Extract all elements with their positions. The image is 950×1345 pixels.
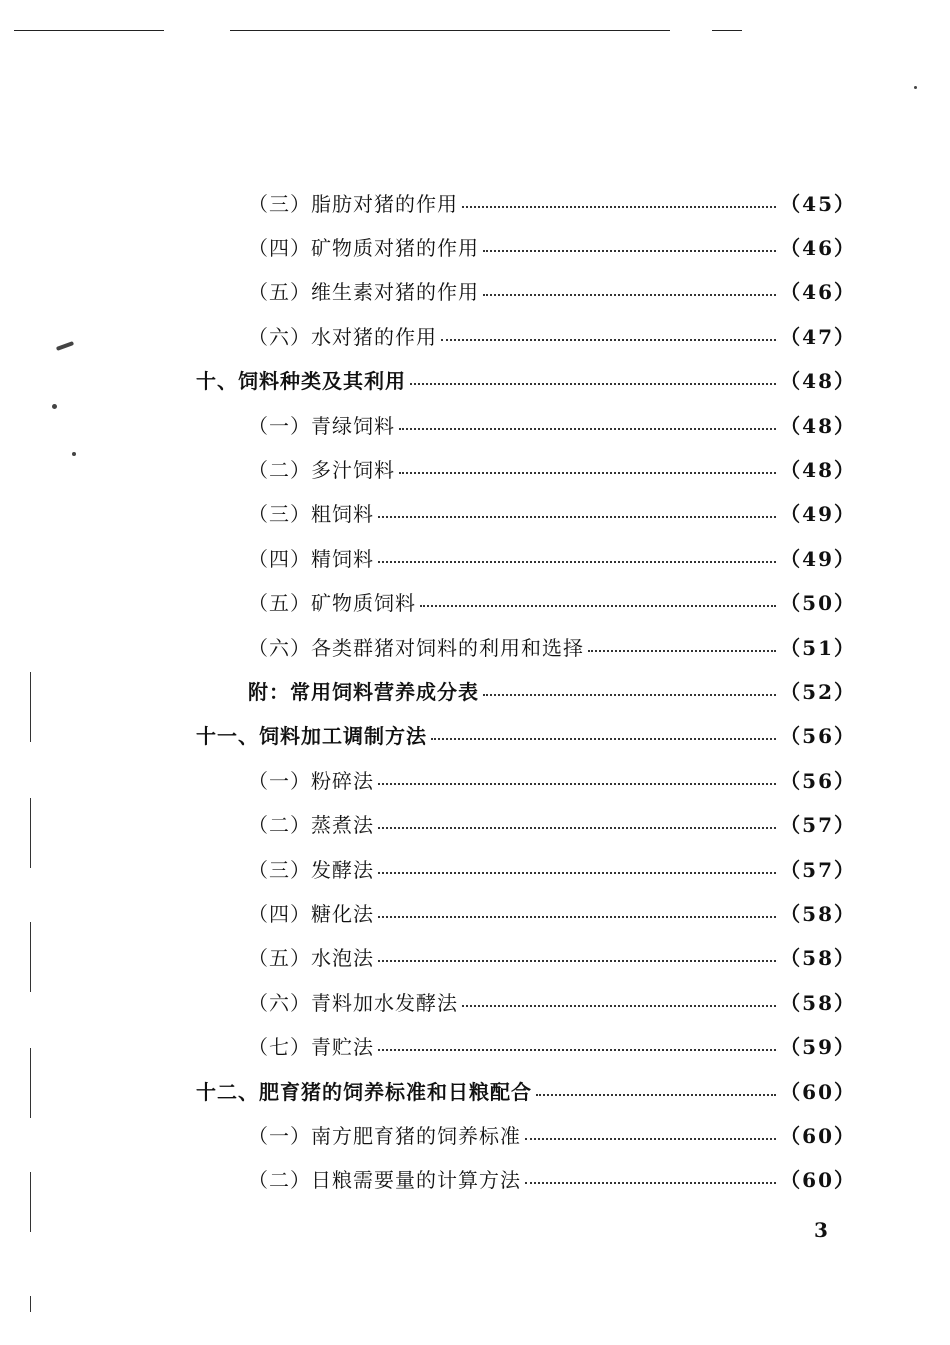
- toc-entry: [248, 757, 856, 801]
- toc-entry: [196, 1068, 856, 1112]
- toc-entry: [248, 580, 856, 624]
- toc-entry-page: （60）: [780, 1168, 856, 1193]
- toc-entry-label: 十二、肥育猪的饲养标准和日粮配合: [196, 1079, 532, 1104]
- toc-dot-leader: [483, 693, 776, 696]
- toc-entry: [248, 269, 856, 313]
- toc-entry-page: （57）: [780, 813, 856, 838]
- scan-artifact-margin-line-5: [30, 1172, 31, 1232]
- toc-entry-label: （五）维生素对猪的作用: [248, 280, 479, 305]
- toc-dot-leader: [378, 871, 776, 874]
- toc-entry-page: （60）: [780, 1123, 856, 1148]
- toc-entry-label: （五）水泡法: [248, 946, 374, 971]
- toc-dot-leader: [378, 826, 776, 829]
- scan-artifact-margin-line-2: [30, 798, 31, 868]
- page-number: 3: [814, 1218, 828, 1242]
- toc-entry-label: （四）精饲料: [248, 546, 374, 571]
- toc-entry: [196, 358, 856, 402]
- scan-artifact-top-line-main: [230, 30, 670, 31]
- scan-artifact-margin-line-4: [30, 1048, 31, 1118]
- toc-entry-label: （一）粉碎法: [248, 768, 374, 793]
- toc-entry-page: （58）: [780, 901, 856, 926]
- toc-entry: [248, 846, 856, 890]
- toc-entry: [248, 624, 856, 668]
- toc-entry-page: （49）: [780, 502, 856, 527]
- toc-dot-leader: [410, 382, 776, 385]
- toc-dot-leader: [378, 1048, 776, 1051]
- toc-entry-label: （三）脂肪对猪的作用: [248, 191, 458, 216]
- toc-entry: [248, 224, 856, 268]
- toc-entry-label: （五）矿物质饲料: [248, 591, 416, 616]
- toc-entry-page: （52）: [780, 679, 856, 704]
- toc-dot-leader: [378, 515, 776, 518]
- toc-entry: [248, 668, 856, 712]
- toc-entry-label: （六）各类群猪对饲料的利用和选择: [248, 635, 584, 660]
- toc-entry: [248, 446, 856, 490]
- toc-entry-page: （46）: [780, 235, 856, 260]
- toc-dot-leader: [431, 737, 776, 740]
- toc-dot-leader: [378, 959, 776, 962]
- toc-entry-page: （58）: [780, 990, 856, 1015]
- toc-entry-page: （48）: [780, 413, 856, 438]
- toc-dot-leader: [378, 782, 776, 785]
- toc-entry-label: 附：常用饲料营养成分表: [248, 679, 479, 704]
- toc-dot-leader: [378, 915, 776, 918]
- toc-dot-leader: [441, 338, 776, 341]
- toc-entry-page: （45）: [780, 191, 856, 216]
- scan-artifact-margin-line-6: [30, 1296, 31, 1312]
- toc-entry-page: （48）: [780, 457, 856, 482]
- toc-entry: [248, 1024, 856, 1068]
- toc-entry: [196, 713, 856, 757]
- toc-dot-leader: [483, 249, 776, 252]
- toc-entry: [248, 935, 856, 979]
- toc-entry-label: （六）水对猪的作用: [248, 324, 437, 349]
- toc-dot-leader: [483, 293, 776, 296]
- scan-artifact-top-line-right: [712, 30, 742, 31]
- toc-entry-label: 十一、饲料加工调制方法: [196, 724, 427, 749]
- scan-artifact-speck: [914, 86, 917, 89]
- toc-dot-leader: [420, 604, 776, 607]
- toc-entry-label: （一）南方肥育猪的饲养标准: [248, 1123, 521, 1148]
- scan-artifact-speck: [56, 341, 74, 351]
- toc-dot-leader: [399, 427, 776, 430]
- toc-entry: [248, 402, 856, 446]
- toc-entry: [248, 1112, 856, 1156]
- toc-entry-page: （47）: [780, 324, 856, 349]
- toc-entry-label: 十、饲料种类及其利用: [196, 369, 406, 394]
- toc-entry: [248, 491, 856, 535]
- toc-entry-page: （56）: [780, 768, 856, 793]
- toc-entry-page: （51）: [780, 635, 856, 660]
- toc-entry: [248, 802, 856, 846]
- toc-entry-page: （50）: [780, 591, 856, 616]
- toc-entry-page: （60）: [780, 1079, 856, 1104]
- toc-entry-page: （58）: [780, 946, 856, 971]
- toc-dot-leader: [588, 649, 776, 652]
- toc-dot-leader: [525, 1137, 776, 1140]
- toc-entry-page: （57）: [780, 857, 856, 882]
- toc-entry-page: （49）: [780, 546, 856, 571]
- toc-dot-leader: [378, 560, 776, 563]
- toc-entry: [248, 180, 856, 224]
- toc-entry-label: （四）矿物质对猪的作用: [248, 235, 479, 260]
- toc-entry: [248, 1157, 856, 1201]
- scan-artifact-margin-line-1: [30, 672, 31, 742]
- toc-dot-leader: [462, 205, 776, 208]
- toc-dot-leader: [536, 1093, 776, 1096]
- scan-artifact-top-line-left: [14, 30, 164, 31]
- scan-artifact-margin-line-3: [30, 922, 31, 992]
- toc-entry-page: （46）: [780, 280, 856, 305]
- toc-entry-label: （六）青料加水发酵法: [248, 990, 458, 1015]
- toc-entry: [248, 313, 856, 357]
- toc-entry-label: （二）蒸煮法: [248, 813, 374, 838]
- toc-entry-page: （59）: [780, 1035, 856, 1060]
- toc-entry: [248, 890, 856, 934]
- scan-artifact-speck: [52, 404, 57, 409]
- toc-entry-label: （四）糖化法: [248, 901, 374, 926]
- toc-entry-label: （二）日粮需要量的计算方法: [248, 1168, 521, 1193]
- toc-entry-label: （二）多汁饲料: [248, 457, 395, 482]
- toc-entry-label: （三）粗饲料: [248, 502, 374, 527]
- toc-entry-label: （一）青绿饲料: [248, 413, 395, 438]
- toc-dot-leader: [462, 1004, 776, 1007]
- toc-dot-leader: [525, 1181, 776, 1184]
- scan-artifact-speck: [72, 452, 76, 456]
- toc-entry-page: （48）: [780, 369, 856, 394]
- toc-entry: [248, 535, 856, 579]
- toc-entry-page: （56）: [780, 724, 856, 749]
- toc-entry: [248, 979, 856, 1023]
- toc-entry-label: （七）青贮法: [248, 1035, 374, 1060]
- toc-entry-label: （三）发酵法: [248, 857, 374, 882]
- toc-dot-leader: [399, 471, 776, 474]
